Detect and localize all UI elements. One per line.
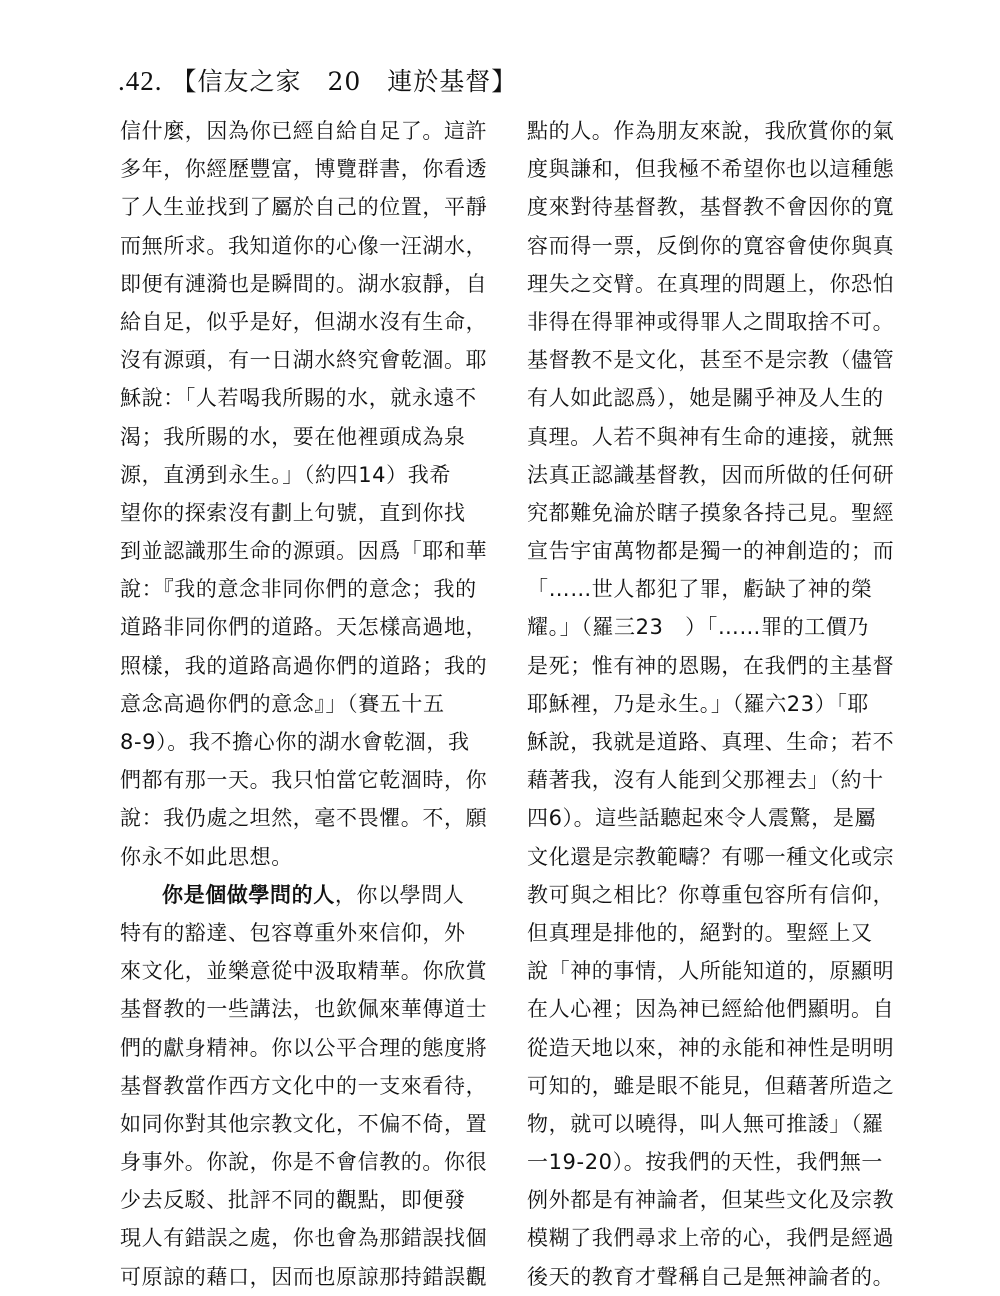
line-text: 究都難免淪於瞎子摸象各持己見。聖經 — [527, 500, 895, 525]
text-line — [120, 379, 492, 417]
text-line — [120, 188, 492, 226]
text-line — [527, 150, 899, 188]
line-text: 但真理是排他的，絕對的。聖經上又 — [527, 920, 873, 945]
text-line — [120, 227, 492, 265]
line-text: 望你的探索沒有劃上句號，直到你找 — [120, 500, 466, 525]
line-text: 而無所求。我知道你的心像一汪湖水， — [120, 233, 488, 258]
line-text: 沒有源頭，有一日湖水終究會乾涸。耶 — [120, 348, 488, 373]
text-line — [120, 1105, 492, 1143]
text-line — [527, 379, 899, 417]
line-text: 後天的教育才聲稱自己是無神論者的。 — [527, 1264, 895, 1289]
text-line — [120, 723, 492, 761]
line-text: 信什麼，因為你已經自給自足了。這許 — [120, 119, 488, 143]
line-text: 有人如此認爲），她是關乎神及人生的 — [527, 386, 884, 411]
line-text: 你永不如此思想。 — [120, 844, 293, 869]
text-line — [120, 647, 492, 685]
page-number: .42. — [118, 66, 163, 96]
line-text: 耶穌裡，乃是永生。」（羅六23）「耶 — [527, 691, 870, 716]
text-line — [120, 456, 492, 494]
text-line — [527, 570, 899, 608]
text-line — [120, 876, 492, 914]
text-line — [120, 952, 492, 990]
right-text-column — [527, 112, 899, 1296]
line-text: 四6）。這些話聽起來令人震驚，是屬 — [527, 806, 877, 831]
text-line — [527, 112, 899, 150]
text-line — [527, 761, 899, 799]
line-text: 文化還是宗教範疇？有哪一種文化或宗 — [527, 844, 895, 869]
line-text: 理失之交臂。在真理的問題上，你恐怕 — [527, 271, 895, 296]
text-line — [527, 723, 899, 761]
line-text: 源，直湧到永生。」（約四14）我希 — [120, 462, 451, 487]
line-text: 給自足，似乎是好，但湖水沒有生命， — [120, 309, 488, 334]
line-text: 從造天地以來，神的永能和神性是明明 — [527, 1035, 895, 1060]
line-text: 穌說，我就是道路、真理、生命；若不 — [527, 730, 895, 754]
text-line — [120, 1219, 492, 1257]
text-line — [527, 838, 899, 876]
text-line — [527, 685, 899, 723]
text-line — [120, 112, 492, 150]
line-text: 教可與之相比？你尊重包容所有信仰， — [527, 882, 895, 907]
page-header — [118, 62, 517, 98]
text-line — [120, 494, 492, 532]
line-text: 是死；惟有神的恩賜，在我們的主基督 — [527, 653, 895, 678]
text-line — [527, 1105, 899, 1143]
text-line — [527, 647, 899, 685]
text-line — [120, 1143, 492, 1181]
text-line — [120, 150, 492, 188]
line-text: 照樣，我的道路高過你們的道路；我的 — [120, 653, 488, 678]
text-line — [527, 494, 899, 532]
text-line — [527, 1219, 899, 1257]
line-text: 渴；我所賜的水，要在他裡頭成為泉 — [120, 424, 466, 449]
line-text: 即便有漣漪也是瞬間的。湖水寂靜，自 — [120, 271, 488, 296]
line-text: 如同你對其他宗教文化，不偏不倚，置 — [120, 1111, 488, 1136]
line-text: 8-9）。我不擔心你的湖水會乾涸，我 — [120, 730, 470, 754]
line-text: 穌說：「人若喝我所賜的水，就永遠不 — [120, 386, 477, 411]
line-text: 耀。」（羅三23 ）「……罪的工價乃 — [527, 615, 870, 640]
line-text: 了人生並找到了屬於自己的位置，平靜 — [120, 195, 488, 220]
line-text: 身事外。你說，你是不會信教的。你很 — [120, 1150, 488, 1175]
line-text: 意念高過你們的意念』」（賽五十五 — [120, 691, 445, 716]
text-line — [527, 1143, 899, 1181]
line-text: 說：『我的意念非同你們的意念；我的 — [120, 577, 477, 602]
text-line — [120, 418, 492, 456]
line-text: 物，就可以曉得，叫人無可推諉」（羅 — [527, 1111, 884, 1136]
line-text: 真理。人若不與神有生命的連接，就無 — [527, 424, 895, 449]
text-line — [120, 838, 492, 876]
text-line — [120, 914, 492, 952]
line-text: 「……世人都犯了罪，虧缺了神的榮 — [527, 577, 873, 602]
line-text: 藉著我，沒有人能到父那裡去」（約十 — [527, 768, 884, 793]
line-text: 點的人。作為朋友來說，我欣賞你的氣 — [527, 119, 895, 143]
text-line — [527, 303, 899, 341]
text-line — [120, 1258, 492, 1296]
text-line — [527, 990, 899, 1028]
line-text: 現人有錯誤之處，你也會為那錯誤找個 — [120, 1226, 488, 1251]
line-text: 說：我仍處之坦然，毫不畏懼。不，願 — [120, 806, 488, 831]
line-text: 們都有那一天。我只怕當它乾涸時，你 — [120, 768, 488, 793]
text-line — [120, 532, 492, 570]
line-text: 多年，你經歷豐富，博覽群書，你看透 — [120, 157, 488, 182]
text-line — [527, 914, 899, 952]
left-text-column — [120, 112, 492, 1296]
text-line — [527, 1029, 899, 1067]
text-line — [527, 608, 899, 646]
line-text: 宣告宇宙萬物都是獨一的神創造的；而 — [527, 539, 895, 564]
line-text: 說「神的事情，人所能知道的，原顯明 — [527, 959, 895, 984]
text-line — [527, 341, 899, 379]
text-line — [527, 876, 899, 914]
text-line — [120, 608, 492, 646]
text-line — [527, 799, 899, 837]
line-text: 少去反駁、批評不同的觀點，即便發 — [120, 1188, 466, 1213]
line-text: 可知的，雖是眼不能見，但藉著所造之 — [527, 1073, 895, 1098]
text-line — [527, 227, 899, 265]
line-text: 非得在得罪神或得罪人之間取捨不可。 — [527, 309, 895, 334]
line-text: 基督教的一些講法，也欽佩來華傳道士 — [120, 997, 488, 1022]
line-text: 來文化，並樂意從中汲取精華。你欣賞 — [120, 959, 488, 984]
text-line — [527, 418, 899, 456]
text-line — [527, 188, 899, 226]
line-text: 基督教不是文化，甚至不是宗教（儘管 — [527, 348, 895, 373]
running-title: 【信友之家 20 連於基督】 — [171, 67, 518, 96]
text-line — [120, 303, 492, 341]
bold-lead-phrase: 你是個做學問的人 — [162, 882, 335, 907]
line-text: 度來對待基督教，基督教不會因你的寬 — [527, 195, 895, 220]
line-text: ，你以學問人 — [334, 882, 465, 907]
text-line — [120, 265, 492, 303]
line-text: 們的獻身精神。你以公平合理的態度將 — [120, 1035, 488, 1060]
line-text: 度與謙和，但我極不希望你也以這種態 — [527, 157, 895, 182]
line-text: 可原諒的藉口，因而也原諒那持錯誤觀 — [120, 1264, 488, 1289]
text-line — [527, 952, 899, 990]
text-line — [527, 532, 899, 570]
line-text: 容而得一票，反倒你的寬容會使你與真 — [527, 233, 895, 258]
line-text: 到並認識那生命的源頭。因爲「耶和華 — [120, 539, 488, 564]
text-line — [527, 1258, 899, 1296]
line-text: 一19-20）。按我們的天性，我們無一 — [527, 1150, 883, 1175]
text-line — [527, 265, 899, 303]
text-line — [527, 456, 899, 494]
line-text: 特有的豁達、包容尊重外來信仰，外 — [120, 920, 466, 945]
line-text: 例外都是有神論者，但某些文化及宗教 — [527, 1188, 895, 1213]
text-line — [120, 341, 492, 379]
text-line — [120, 1029, 492, 1067]
text-line — [120, 761, 492, 799]
line-text: 法真正認識基督教，因而所做的任何研 — [527, 462, 895, 487]
text-line — [120, 990, 492, 1028]
text-line — [527, 1067, 899, 1105]
line-text: 道路非同你們的道路。天怎樣高過地， — [120, 615, 488, 640]
text-line — [120, 685, 492, 723]
text-line — [120, 1067, 492, 1105]
text-line — [120, 570, 492, 608]
line-text: 模糊了我們尋求上帝的心，我們是經過 — [527, 1226, 895, 1251]
line-text: 基督教當作西方文化中的一支來看待， — [120, 1073, 488, 1098]
line-text: 在人心裡；因為神已經給他們顯明。自 — [527, 997, 895, 1022]
text-line — [120, 799, 492, 837]
